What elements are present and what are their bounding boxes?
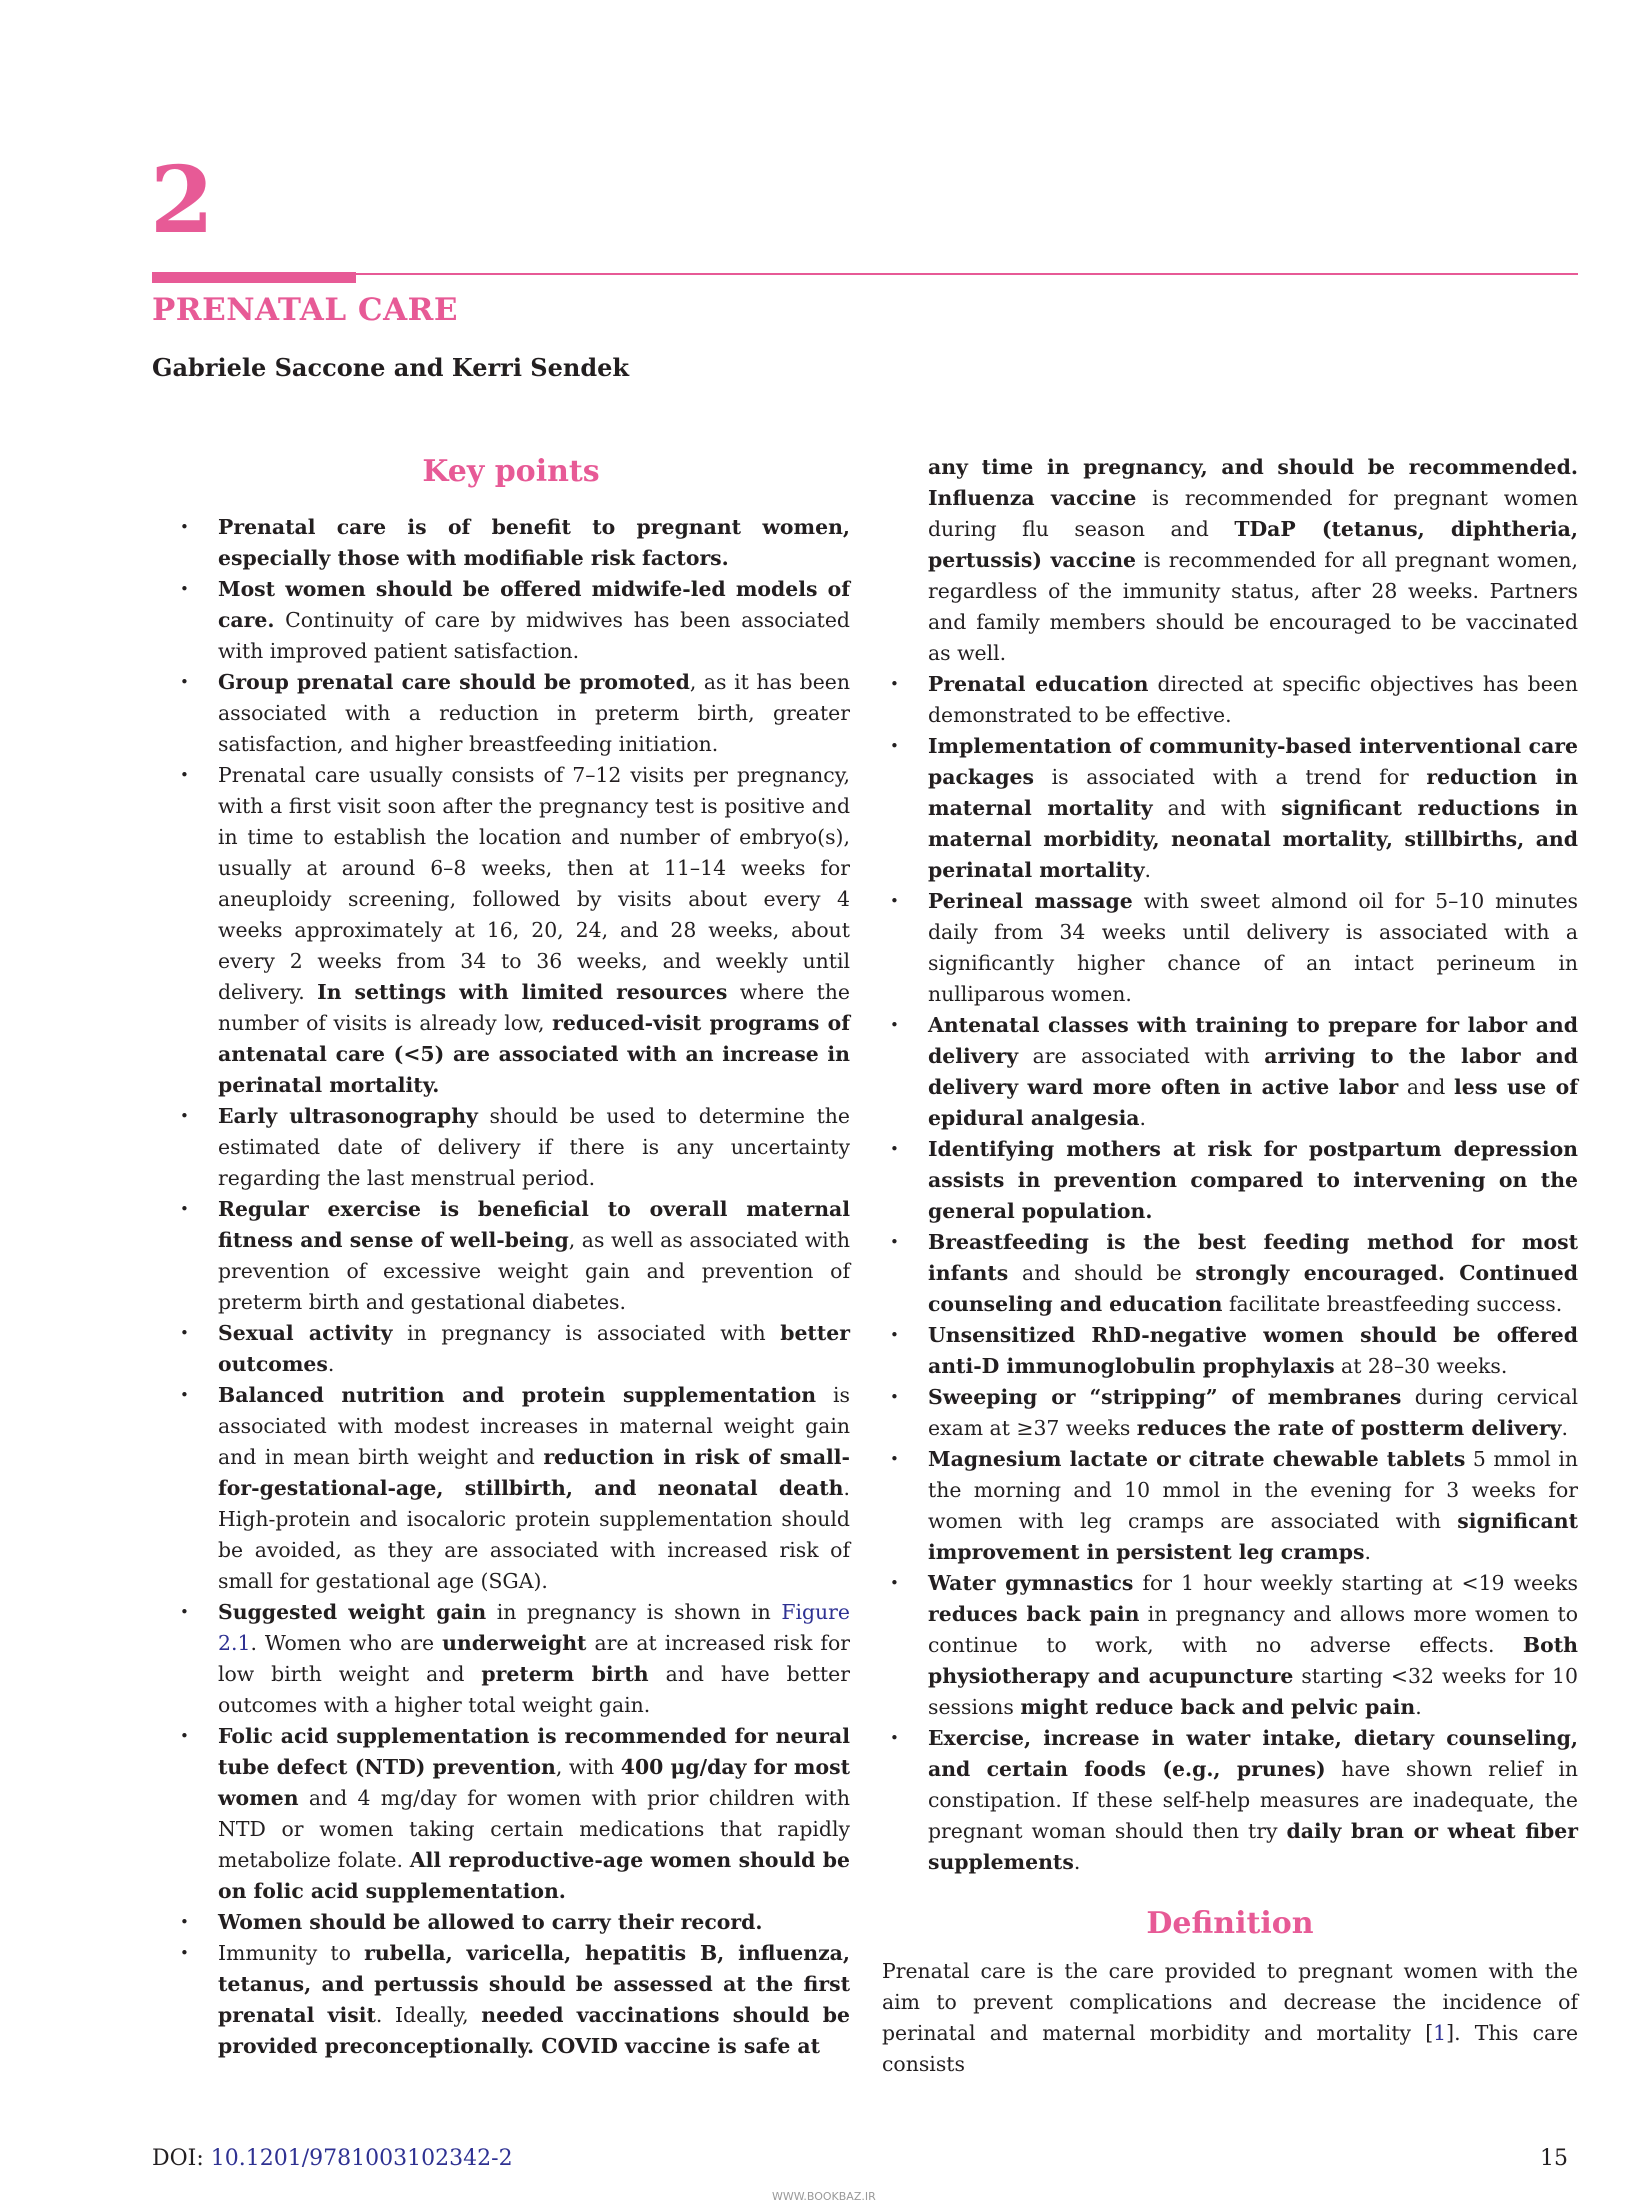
key-points-list	[172, 512, 850, 2062]
bold-run: Perineal massage	[928, 889, 1133, 913]
bold-run: might reduce back and pelvic pain	[1020, 1695, 1416, 1719]
definition-paragraph: Prenatal care is the care provided to pregnant women with the aim to prevent complications and decrease the incidence of perinatal and maternal morbidity and mortality [1]. This care consists	[882, 1959, 1579, 2076]
key-point-item: • Perineal massage with sweet almond oil for 5–10 minutes daily from 34 weeks until delivery is associated with a significantly higher chance of an intact perineum in nulliparous women.	[882, 886, 1578, 1010]
chapter-rule	[152, 273, 1578, 275]
bold-run: rubella, varicella, hepatitis B, influenza, tetanus, and pertussis should be assessed at the first prenatal visit	[218, 1941, 850, 2027]
key-point-item: • Prenatal education directed at specific objectives has been demonstrated to be effective.	[882, 669, 1578, 731]
key-point-item: • Prenatal care usually consists of 7–12 visits per pregnancy, with a first visit soon after the pregnancy test is positive and in time to establish the location and number of embryo(s), usually at around 6–8 weeks, then at 11–14 weeks for aneuploidy screening, followed by visits about every 4 weeks approximately at 16, 20, 24, and 28 weeks, about every 2 weeks from 34 to 36 weeks, and weekly until delivery. In settings with limited resources where the number of visits is already low, reduced-visit programs of antenatal care (<5) are associated with an increase in perinatal mortality.	[172, 760, 850, 1101]
key-point-item: • Exercise, increase in water intake, dietary counseling, and certain foods (e.g., prunes) have shown relief in constipation. If these self-help measures are inadequate, the pregnant woman should then try daily bran or wheat fiber supplements.	[882, 1723, 1578, 1878]
key-point-item: • Immunity to rubella, varicella, hepatitis B, influenza, tetanus, and pertussis should be assessed at the first prenatal visit. Ideally, needed vaccinations should be provided preconceptionally. COVID vaccine is safe at	[172, 1938, 850, 2062]
bold-run: TDaP (tetanus, diphtheria, pertussis) vaccine	[928, 517, 1578, 572]
key-point-item: • Group prenatal care should be promoted, as it has been associated with a reduction in preterm birth, greater satisfaction, and higher breastfeeding initiation.	[172, 667, 850, 760]
bold-run: preterm birth	[481, 1662, 649, 1686]
bold-run: strongly encouraged. Continued counseling and education	[928, 1261, 1579, 1316]
bold-run: Identifying mothers at risk for postpartum depression assists in prevention compared to intervening on the general population.	[928, 1137, 1578, 1223]
key-point-item: • Implementation of community-based interventional care packages is associated with a trend for reduction in maternal mortality and with significant reductions in maternal morbidity, neonatal mortality, stillbirths, and perinatal mortality.	[882, 731, 1578, 886]
chapter-authors: Gabriele Saccone and Kerri Sendek	[152, 353, 630, 382]
chapter-number: 2	[150, 146, 215, 254]
key-point-item: • Balanced nutrition and protein supplementation is associated with modest increases in maternal weight gain and in mean birth weight and reduction in risk of small-for-gestational-age, stillbirth, and neonatal death. High-protein and isocaloric protein supplementation should be avoided, as they are associated with increased risk of small for gestational age (SGA).	[172, 1380, 850, 1597]
bold-run: Early ultrasonography	[218, 1104, 478, 1128]
bold-run: Sexual activity	[218, 1321, 393, 1345]
bold-run: Group prenatal care should be promoted	[218, 670, 690, 694]
bold-run: any time in pregnancy, and should be recommended. Influenza vaccine	[928, 455, 1578, 510]
bold-run: Folic acid supplementation is recommended for neural tube defect (NTD) prevention	[218, 1724, 850, 1779]
bold-run: Suggested weight gain	[218, 1600, 487, 1624]
key-point-item: • Breastfeeding is the best feeding method for most infants and should be strongly encouraged. Continued counseling and education facilitate breastfeeding success.	[882, 1227, 1578, 1320]
bold-run: Prenatal education	[928, 672, 1149, 696]
bold-run: Antenatal classes with training to prepare for labor and delivery	[928, 1013, 1578, 1068]
bold-run: better outcomes	[218, 1321, 850, 1376]
key-point-item: • Sexual activity in pregnancy is associated with better outcomes.	[172, 1318, 850, 1380]
bold-run: underweight	[442, 1631, 587, 1655]
right-column	[882, 452, 1578, 2080]
bold-run: less use of epidural analgesia	[928, 1075, 1578, 1130]
bold-run: daily bran or wheat fiber supplements	[928, 1819, 1578, 1874]
chapter-rule-accent	[152, 272, 356, 283]
page-number: 15	[1540, 2146, 1568, 2171]
bold-run: Breastfeeding is the best feeding method for most infants	[928, 1230, 1578, 1285]
bold-run: reduces back pain	[928, 1602, 1140, 1626]
key-point-item	[172, 1907, 850, 1938]
bold-run: reduced-visit programs of antenatal care (<5) are associated with an increase in perinatal mortality.	[218, 1011, 850, 1097]
key-point-item	[882, 1134, 1578, 1227]
bold-run: Implementation of community-based interventional care packages	[928, 734, 1578, 789]
key-point-item: • Antenatal classes with training to prepare for labor and delivery are associated with arriving to the labor and delivery ward more often in active labor and less use of epidural analgesia.	[882, 1010, 1578, 1134]
bold-run: arriving to the labor and delivery ward more often in active labor	[928, 1044, 1578, 1099]
left-column	[172, 452, 850, 2062]
bold-run: Magnesium lactate or citrate chewable tablets	[928, 1447, 1466, 1471]
key-point-item: • Regular exercise is beneficial to overall maternal fitness and sense of well-being, as well as associated with prevention of excessive weight gain and prevention of preterm birth and gestational diabetes.	[172, 1194, 850, 1318]
watermark: WWW.BOOKBAZ.IR	[772, 2190, 876, 2203]
bold-run: Exercise, increase in water intake, dietary counseling, and certain foods (e.g., prunes)	[928, 1726, 1578, 1781]
doi-link[interactable]: 10.1201/9781003102342-2	[210, 2146, 513, 2171]
key-point-item: • Unsensitized RhD-negative women should be offered anti-D immunoglobulin prophylaxis at 28–30 weeks.	[882, 1320, 1578, 1382]
bold-run: needed vaccinations should be provided preconceptionally. COVID vaccine is safe at	[218, 2003, 850, 2058]
bold-run: Women should be allowed to carry their record.	[218, 1910, 763, 1934]
cross-reference-link[interactable]: Figure 2.1	[218, 1600, 850, 1655]
bold-run: Both physiotherapy and acupuncture	[928, 1633, 1578, 1688]
bold-run: In settings with limited resources	[317, 980, 728, 1004]
key-point-item: • Sweeping or “stripping” of membranes during cervical exam at ≥37 weeks reduces the rate of postterm delivery.	[882, 1382, 1578, 1444]
bold-run: significant improvement in persistent leg cramps	[928, 1509, 1578, 1564]
bold-run: reduction in risk of small-for-gestational-age, stillbirth, and neonatal death	[218, 1445, 850, 1500]
chapter-title: PRENATAL CARE	[152, 292, 459, 328]
key-point-item: • Water gymnastics for 1 hour weekly starting at <19 weeks reduces back pain in pregnancy and allows more women to continue to work, with no adverse effects. Both physiotherapy and acupuncture starting <32 weeks for 10 sessions might reduce back and pelvic pain.	[882, 1568, 1578, 1723]
key-point-item: • Suggested weight gain in pregnancy is shown in Figure 2.1. Women who are underweight are at increased risk for low birth weight and preterm birth and have better outcomes with a higher total weight gain.	[172, 1597, 850, 1721]
key-point-item: • Folic acid supplementation is recommended for neural tube defect (NTD) prevention, with 400 μg/day for most women and 4 mg/day for women with prior children with NTD or women taking certain medications that rapidly metabolize folate. All reproductive-age women should be on folic acid supplementation.	[172, 1721, 850, 1907]
doi-footer	[152, 2146, 513, 2171]
bold-run: Water gymnastics	[928, 1571, 1134, 1595]
bold-run: Sweeping or “stripping” of membranes	[928, 1385, 1402, 1409]
key-point-item: • Most women should be offered midwife-led models of care. Continuity of care by midwives has been associated with improved patient satisfaction.	[172, 574, 850, 667]
cross-reference-link[interactable]: 1	[1433, 2021, 1447, 2045]
bold-run: All reproductive-age women should be on folic acid supplementation.	[218, 1848, 850, 1903]
bold-run: 400 μg/day for most women	[218, 1755, 850, 1810]
bold-run: Most women should be offered midwife-led models of care.	[218, 577, 850, 632]
doi-label: DOI:	[152, 2146, 211, 2171]
key-point-continuation: any time in pregnancy, and should be recommended. Influenza vaccine is recommended for pregnant women during flu season and TDaP (tetanus, diphtheria, pertussis) vaccine is recommended for all pregnant women, regardless of the immunity status, after 28 weeks. Partners and family members should be encouraged to be vaccinated as well.	[928, 455, 1579, 665]
bold-run: Prenatal care is of benefit to pregnant women, especially those with modifiable risk factors.	[218, 515, 850, 570]
bold-run: Regular exercise is beneficial to overall maternal fitness and sense of well-being	[218, 1197, 850, 1252]
key-point-item	[172, 512, 850, 574]
key-points-heading: Key points	[422, 454, 600, 489]
bold-run: Balanced nutrition and protein supplementation	[218, 1383, 817, 1407]
key-points-list-continued	[882, 669, 1578, 1878]
bold-run: significant reductions in maternal morbidity, neonatal mortality, stillbirths, and perinatal mortality	[928, 796, 1578, 882]
bold-run: reduction in maternal mortality	[928, 765, 1578, 820]
bold-run: reduces the rate of postterm delivery	[1136, 1416, 1562, 1440]
bold-run: Unsensitized RhD-negative women should be offered anti-D immunoglobulin prophylaxis	[928, 1323, 1578, 1378]
definition-heading: Definition	[1146, 1906, 1314, 1941]
key-point-item: • Early ultrasonography should be used to determine the estimated date of delivery if there is any uncertainty regarding the last menstrual period.	[172, 1101, 850, 1194]
key-point-item: • Magnesium lactate or citrate chewable tablets 5 mmol in the morning and 10 mmol in the evening for 3 weeks for women with leg cramps are associated with significant improvement in persistent leg cramps.	[882, 1444, 1578, 1568]
